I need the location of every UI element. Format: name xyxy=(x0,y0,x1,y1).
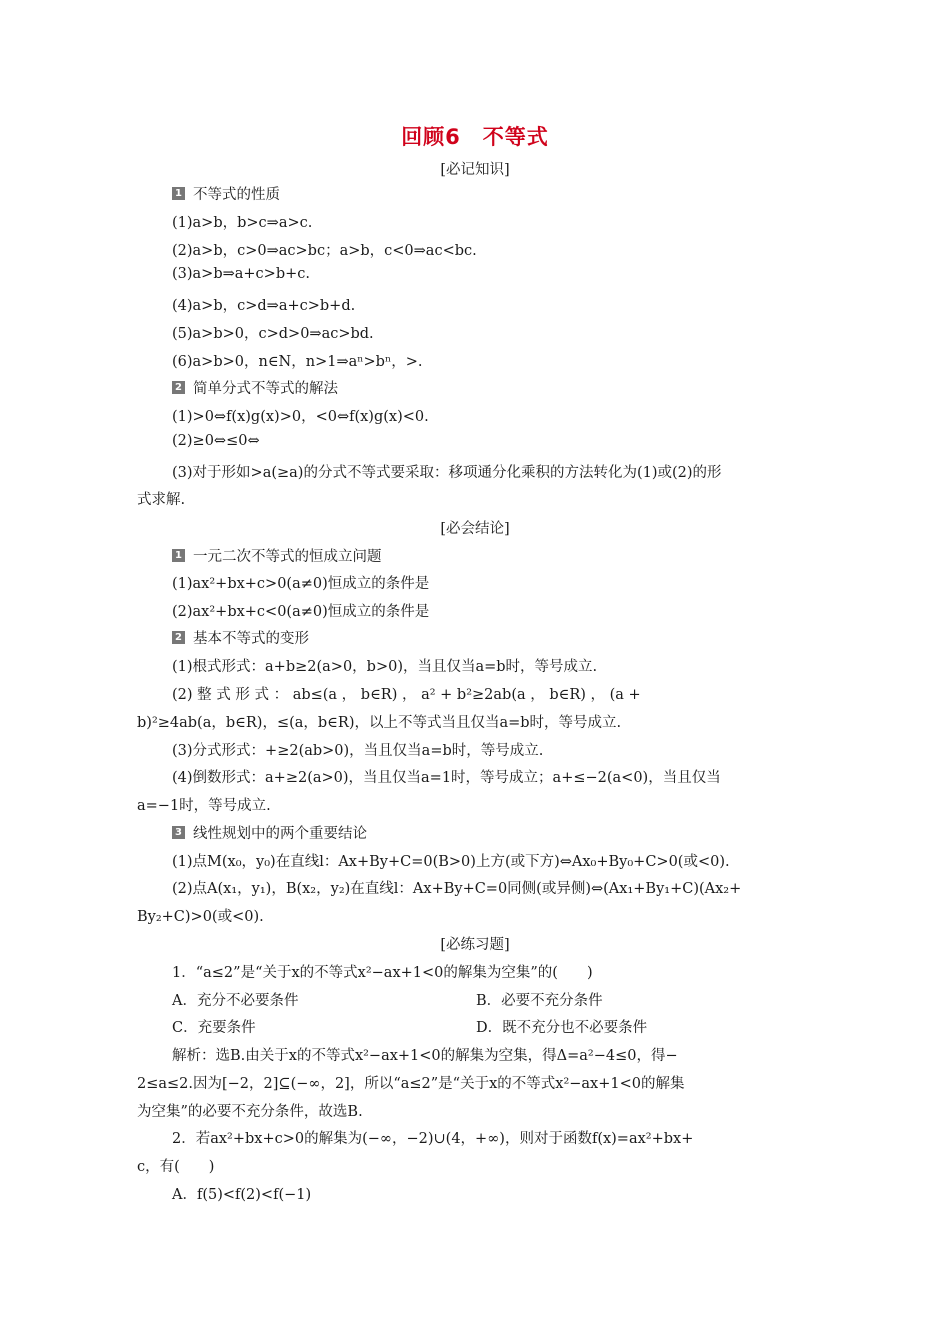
number-badge-icon: 1 xyxy=(172,549,185,562)
subsection-title: 线性规划中的两个重要结论 xyxy=(193,826,367,842)
analysis-line: 为空集”的必要不充分条件，故选B. xyxy=(137,1104,363,1120)
text-line: b)²≥4ab(a，b∈R)，≤(a，b∈R)，以上不等式当且仅当a=b时，等号成立. xyxy=(137,715,622,731)
option-a: A．f(5)<f(2)<f(−1) xyxy=(172,1187,312,1203)
subsection-title: 一元二次不等式的恒成立问题 xyxy=(193,549,382,565)
analysis-line: 解析：选B.由关于x的不等式x²−ax+1<0的解集为空集，得Δ=a²−4≤0，得− xyxy=(172,1048,678,1064)
text-line: (2) 整 式 形 式 ： ab≤(a ， b∈R) ， a² + b²≥2ab(a ， b∈R) ， (a + xyxy=(172,687,641,703)
text-line: (4)倒数形式：a+≥2(a>0)，当且仅当a=1时，等号成立；a+≤−2(a<0)，当且仅当 xyxy=(172,770,721,786)
text-line: (4)a>b，c>d⇒a+c>b+d. xyxy=(172,298,356,314)
page-title: 回顾6 不等式 xyxy=(401,125,549,149)
option-a: A．充分不必要条件 xyxy=(172,993,299,1009)
text-line: (1)ax²+bx+c>0(a≠0)恒成立的条件是 xyxy=(172,576,430,592)
question-stem: 2．若ax²+bx+c>0的解集为(−∞，−2)∪(4，+∞)，则对于函数f(x)=ax²+bx+ xyxy=(172,1131,694,1147)
section-heading-must-know: [必会结论] xyxy=(440,521,510,537)
text-line: (6)a>b>0，n∈N，n>1⇒aⁿ>bⁿ，>. xyxy=(172,354,423,370)
option-d: D．既不充分也不必要条件 xyxy=(476,1020,648,1036)
text-line: (1)根式形式：a+b≥2(a>0，b>0)，当且仅当a=b时，等号成立. xyxy=(172,659,598,675)
text-line: (1)点M(x₀，y₀)在直线l：Ax+By+C=0(B>0)上方(或下方)⇔Ax₀+By₀+C>0(或<0). xyxy=(172,854,730,870)
subsection-heading xyxy=(172,545,382,566)
subsection-title: 简单分式不等式的解法 xyxy=(193,381,338,397)
number-badge-icon: 2 xyxy=(172,381,185,394)
text-line: (3)a>b⇒a+c>b+c. xyxy=(172,266,310,282)
text-line: (2)点A(x₁，y₁)，B(x₂，y₂)在直线l：Ax+By+C=0同侧(或异侧)⇔(Ax₁+By₁+C)(Ax₂+ xyxy=(172,881,742,897)
text-line: a=−1时，等号成立. xyxy=(137,798,271,814)
subsection-title: 不等式的性质 xyxy=(193,187,280,203)
subsection-title: 基本不等式的变形 xyxy=(193,631,309,647)
subsection-heading xyxy=(172,377,338,398)
number-badge-icon: 1 xyxy=(172,187,185,200)
question-stem-cont: c，有( ) xyxy=(137,1159,215,1175)
number-badge-icon: 2 xyxy=(172,631,185,644)
text-line: (3)分式形式：+≥2(ab>0)，当且仅当a=b时，等号成立. xyxy=(172,743,544,759)
text-line: (2)ax²+bx+c<0(a≠0)恒成立的条件是 xyxy=(172,604,430,620)
text-line: (5)a>b>0，c>d>0⇒ac>bd. xyxy=(172,326,374,342)
text-line: (1)>0⇔f(x)g(x)>0，<0⇔f(x)g(x)<0. xyxy=(172,409,429,425)
subsection-heading xyxy=(172,627,309,648)
number-badge-icon: 3 xyxy=(172,826,185,839)
question-stem: 1．“a≤2”是“关于x的不等式x²−ax+1<0的解集为空集”的( ) xyxy=(172,965,593,981)
subsection-heading xyxy=(172,183,280,204)
option-c: C．充要条件 xyxy=(172,1020,256,1036)
subsection-heading xyxy=(172,822,367,843)
text-line: (2)≥0⇔≤0⇔ xyxy=(172,433,260,449)
text-line: By₂+C)>0(或<0). xyxy=(137,909,264,925)
analysis-line: 2≤a≤2.因为[−2，2]⊆(−∞，2]，所以“a≤2”是“关于x的不等式x²−ax+1<0的解集 xyxy=(137,1076,685,1092)
text-line: (3)对于形如>a(≥a)的分式不等式要采取：移项通分化乘积的方法转化为(1)或(2)的形 xyxy=(172,465,722,481)
section-heading-must-remember: [必记知识] xyxy=(440,162,510,178)
text-line: (1)a>b，b>c⇒a>c. xyxy=(172,215,313,231)
option-b: B．必要不充分条件 xyxy=(476,993,603,1009)
section-heading-practice: [必练习题] xyxy=(440,937,510,953)
text-line: (2)a>b，c>0⇒ac>bc；a>b，c<0⇒ac<bc. xyxy=(172,243,477,259)
text-line: 式求解. xyxy=(137,492,186,508)
